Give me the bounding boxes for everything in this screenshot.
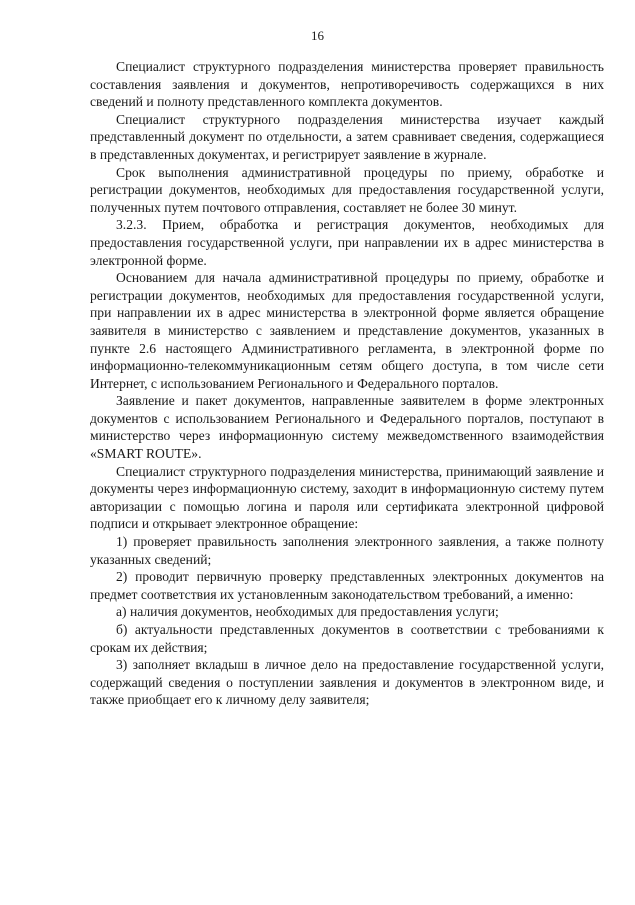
paragraph: Специалист структурного подразделения министерства изучает каждый представленный документ по отдельности, а затем сравнивает сведения, содержащиеся в представленных документах, и регистрирует заявление в журнале.	[90, 111, 604, 162]
section-heading-paragraph: 3.2.3. Прием, обработка и регистрация документов, необходимых для предоставления государственной услуги, при направлении их в адрес министерства в электронной форме.	[90, 217, 604, 268]
page-number: 16	[311, 28, 324, 43]
list-item: 2) проводит первичную проверку представленных электронных документов на предмет соответствия их установленным законодательством требований, а именно:	[90, 569, 604, 602]
body-text	[90, 58, 604, 709]
sub-list-item: б) актуальности представленных документов в соответствии с требованиями к срокам их действия;	[90, 622, 604, 655]
list-item: 1) проверяет правильность заполнения электронного заявления, а также полноту указанных сведений;	[90, 534, 604, 567]
paragraph: Специалист структурного подразделения министерства, принимающий заявление и документы через информационную систему, заходит в информационную систему путем авторизации с помощью логина и пароля или сертификата электронной цифровой подписи и открывает электронное обращение:	[90, 463, 604, 532]
paragraph: Специалист структурного подразделения министерства проверяет правильность составления заявления и документов, непротиворечивость содержащихся в них сведений и полноту представленного комплекта документов.	[90, 59, 604, 110]
paragraph: Заявление и пакет документов, направленные заявителем в форме электронных документов с использованием Регионального и Федерального порталов, поступают в министерство через информационную систему межведомственного взаимодействия «SMART ROUTE».	[90, 393, 604, 462]
list-item: 3) заполняет вкладыш в личное дело на предоставление государственной услуги, содержащий сведения о поступлении заявления и документов в электронном виде, и также приобщает его к личному делу заявителя;	[90, 657, 604, 708]
sub-list-item: а) наличия документов, необходимых для предоставления услуги;	[116, 604, 499, 620]
paragraph: Срок выполнения административной процедуры по приему, обработке и регистрации документов, необходимых для предоставления государственной услуги, полученных путем почтового отправления, составляет не более 30 минут.	[90, 164, 604, 215]
paragraph: Основанием для начала административной процедуры по приему, обработке и регистрации документов, необходимых для предоставления государственной услуги, при направлении их в адрес министерства в электронной форме является обращение заявителя в министерство с заявлением и представление документов, указанных в пункте 2.6 настоящего Административного регламента, в электронной форме по информационно-телекоммуникационным сетям общего доступа, в том числе сети Интернет, с использованием Регионального и Федерального порталов.	[90, 270, 604, 391]
